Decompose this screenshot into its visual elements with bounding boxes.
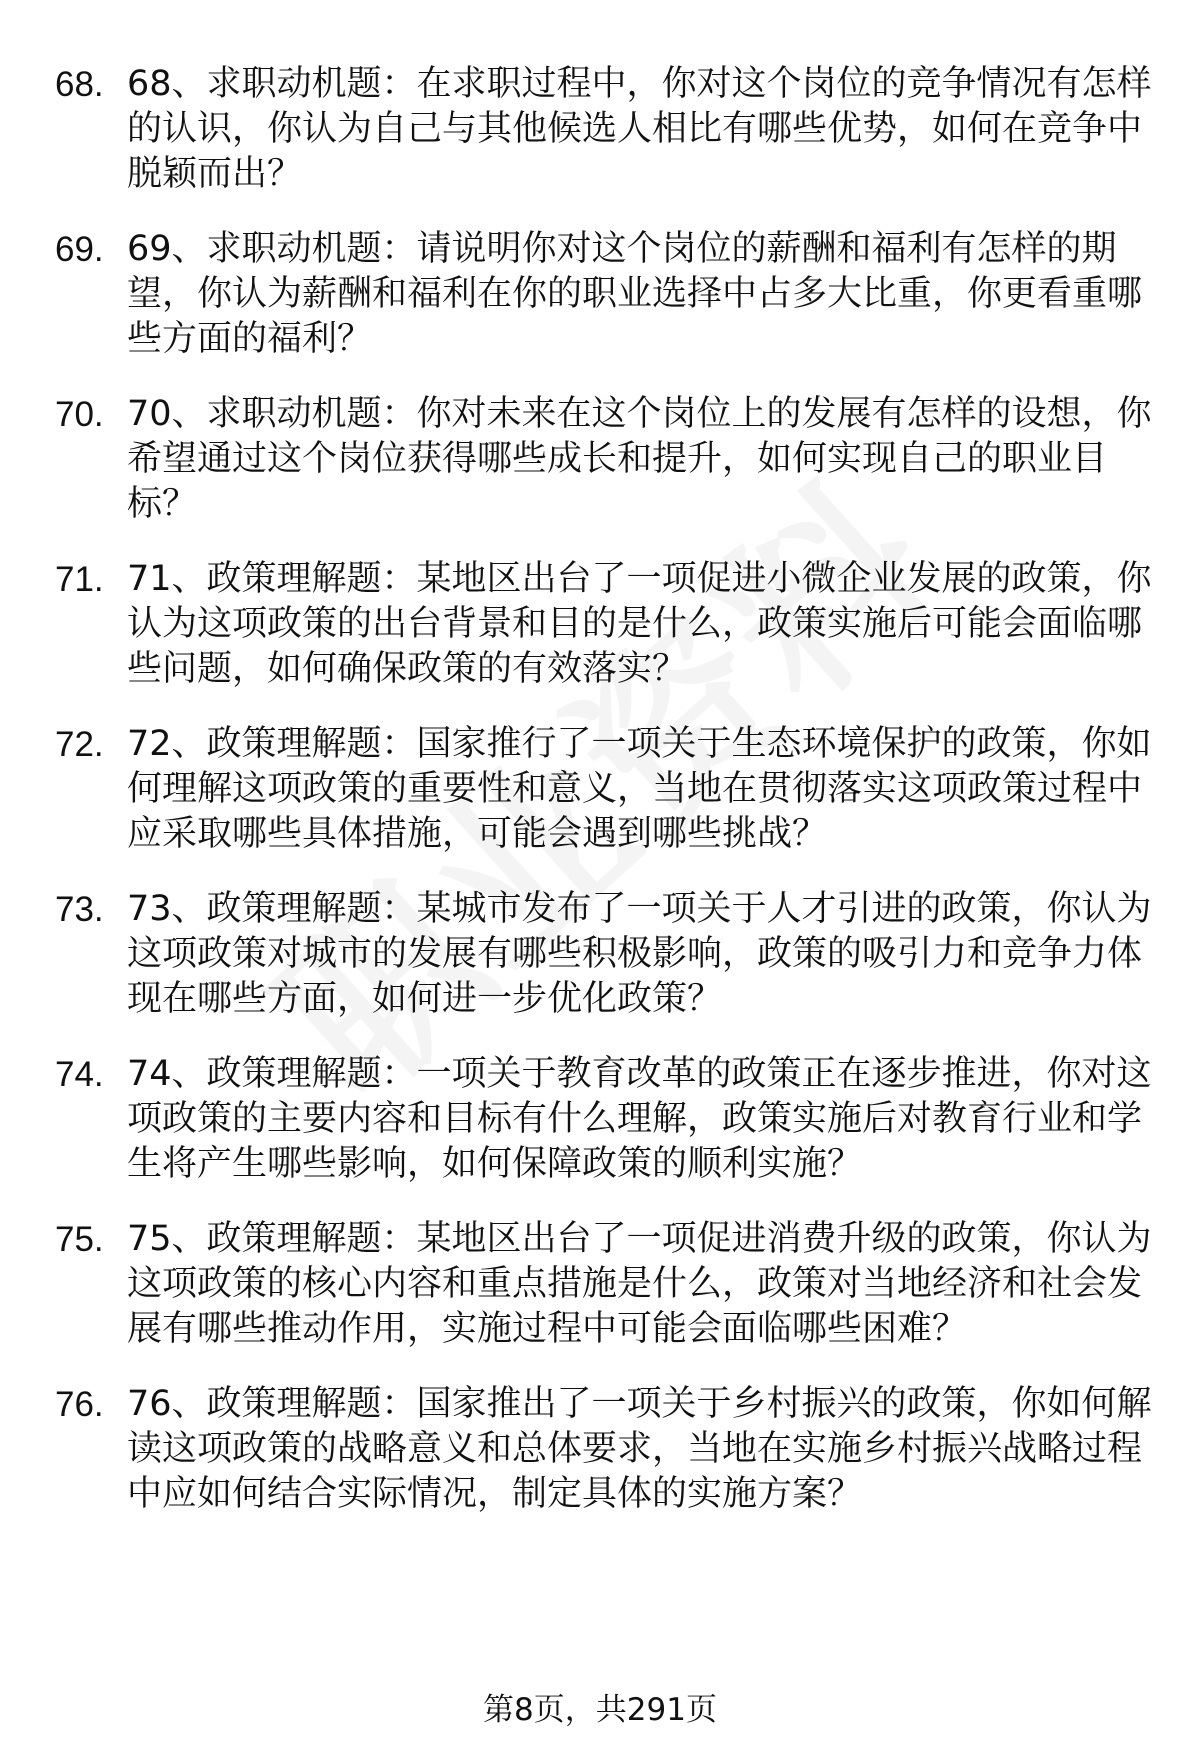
list-item: [55, 722, 1155, 857]
page-footer: [0, 1690, 1200, 1730]
question-number: 68.: [55, 65, 104, 104]
question-text: 74、政策理解题：一项关于教育改革的政策正在逐步推进，你对这项政策的主要内容和目标有什么理解，政策实施后对教育行业和学生将产生哪些影响，如何保障政策的顺利实施？: [127, 1054, 1152, 1184]
list-item: [55, 1052, 1155, 1187]
list-item: [55, 227, 1155, 362]
question-number: 74.: [55, 1055, 104, 1094]
question-list: [55, 62, 1155, 1547]
question-text: 76、政策理解题：国家推出了一项关于乡村振兴的政策，你如何解读这项政策的战略意义和总体要求，当地在实施乡村振兴战略过程中应如何结合实际情况，制定具体的实施方案？: [127, 1384, 1152, 1514]
question-text: 70、求职动机题：你对未来在这个岗位上的发展有怎样的设想，你希望通过这个岗位获得哪些成长和提升，如何实现自己的职业目标？: [127, 394, 1152, 524]
list-item: [55, 1382, 1155, 1517]
question-text: 69、求职动机题：请说明你对这个岗位的薪酬和福利有怎样的期望，你认为薪酬和福利在你的职业选择中占多大比重，你更看重哪些方面的福利？: [127, 229, 1143, 359]
question-number: 73.: [55, 890, 104, 929]
list-item: [55, 887, 1155, 1022]
question-number: 70.: [55, 395, 104, 434]
question-number: 76.: [55, 1385, 104, 1424]
question-text: 68、求职动机题：在求职过程中，你对这个岗位的竞争情况有怎样的认识，你认为自己与其他候选人相比有哪些优势，如何在竞争中脱颖而出？: [127, 64, 1152, 194]
list-item: [55, 392, 1155, 527]
list-item: [55, 62, 1155, 197]
question-text: 75、政策理解题：某地区出台了一项促进消费升级的政策，你认为这项政策的核心内容和重点措施是什么，政策对当地经济和社会发展有哪些推动作用，实施过程中可能会面临哪些困难？: [127, 1219, 1152, 1349]
question-number: 69.: [55, 230, 104, 269]
question-text: 72、政策理解题：国家推行了一项关于生态环境保护的政策，你如何理解这项政策的重要性和意义，当地在贯彻落实这项政策过程中应采取哪些具体措施，可能会遇到哪些挑战？: [127, 724, 1152, 854]
list-item: [55, 1217, 1155, 1352]
page-number-label: 第8页，共291页: [483, 1692, 717, 1728]
question-number: 72.: [55, 725, 104, 764]
question-text: 71、政策理解题：某地区出台了一项促进小微企业发展的政策，你认为这项政策的出台背景和目的是什么，政策实施后可能会面临哪些问题，如何确保政策的有效落实？: [127, 559, 1152, 689]
question-text: 73、政策理解题：某城市发布了一项关于人才引进的政策，你认为这项政策对城市的发展有哪些积极影响，政策的吸引力和竞争力体现在哪些方面，如何进一步优化政策？: [127, 889, 1152, 1019]
list-item: [55, 557, 1155, 692]
question-number: 71.: [55, 560, 104, 599]
question-number: 75.: [55, 1220, 104, 1259]
